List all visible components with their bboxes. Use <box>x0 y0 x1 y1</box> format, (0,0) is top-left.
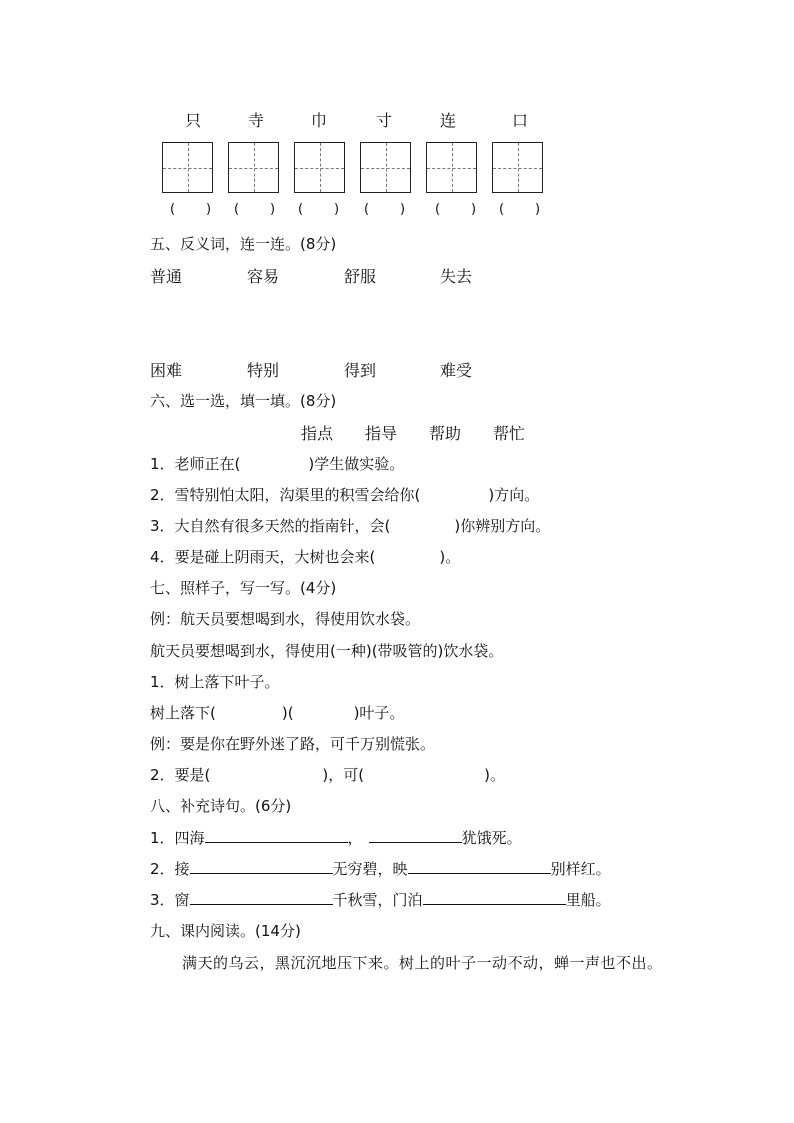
answer-underline[interactable] <box>190 859 333 874</box>
question-sentence: 1．树上落下叶子。 <box>150 673 280 691</box>
fill-item: 4．要是碰上阴雨天，大树也会来( )。 <box>150 548 461 566</box>
antonym-word-bottom[interactable]: 困难 <box>150 361 183 380</box>
answer-underline[interactable] <box>408 859 551 874</box>
antonym-word-bottom[interactable]: 难受 <box>440 361 473 380</box>
fill-item: 2．要是( )，可( )。 <box>150 766 505 784</box>
example-answer: 航天员要想喝到水，得使用(一种)(带吸管的)饮水袋。 <box>150 642 504 660</box>
fill-item: 1．老师正在( )学生做实验。 <box>150 455 405 473</box>
fill-item: 3．大自然有很多天然的指南针，会( )你辨别方向。 <box>150 517 551 535</box>
answer-underline[interactable] <box>190 890 333 905</box>
writing-grid-box[interactable] <box>426 142 477 193</box>
poem-line: 1．四海 ， 犹饿死。 <box>150 829 522 847</box>
antonym-word-bottom[interactable]: 得到 <box>344 361 377 380</box>
grid-character: 寺 <box>248 111 265 130</box>
writing-grid-box[interactable] <box>360 142 411 193</box>
fill-item: 树上落下( )( )叶子。 <box>150 704 405 722</box>
grid-character: 口 <box>512 111 529 130</box>
writing-grid-box[interactable] <box>294 142 345 193</box>
section7-heading: 七、照样子，写一写。(4分) <box>150 579 337 597</box>
antonym-word-bottom[interactable]: 特别 <box>247 361 280 380</box>
poem-line: 3．窗 千秋雪，门泊 里船。 <box>150 891 611 909</box>
option-word: 帮忙 <box>493 424 526 443</box>
section8-heading: 八、补充诗句。(6分) <box>150 797 292 815</box>
option-word: 帮助 <box>429 424 462 443</box>
antonym-word-top[interactable]: 普通 <box>150 267 183 286</box>
antonym-word-top[interactable]: 失去 <box>440 267 473 286</box>
writing-grid-box[interactable] <box>162 142 213 193</box>
section9-heading: 九、课内阅读。(14分) <box>150 922 301 940</box>
antonym-word-top[interactable]: 容易 <box>247 267 280 286</box>
reading-passage: 满天的乌云，黑沉沉地压下来。树上的叶子一动不动，蝉一声也不出。 <box>182 954 663 972</box>
answer-underline[interactable] <box>205 828 348 843</box>
section5-heading: 五、反义词，连一连。(8分) <box>150 235 337 253</box>
option-word: 指点 <box>301 424 334 443</box>
poem-line: 2．接 无穷碧，映 别样红。 <box>150 860 611 878</box>
answer-underline[interactable] <box>423 890 566 905</box>
grid-character: 只 <box>185 111 202 130</box>
grid-character: 巾 <box>311 111 328 130</box>
example-sentence: 例：航天员要想喝到水，得使用饮水袋。 <box>150 610 421 628</box>
option-word: 指导 <box>365 424 398 443</box>
antonym-word-top[interactable]: 舒服 <box>344 267 377 286</box>
section6-heading: 六、选一选，填一填。(8分) <box>150 392 337 410</box>
grid-character: 寸 <box>376 111 393 130</box>
writing-grid-box[interactable] <box>492 142 543 193</box>
writing-grid-box[interactable] <box>228 142 279 193</box>
grid-character: 连 <box>440 111 457 130</box>
answer-underline[interactable] <box>369 828 462 843</box>
example-sentence: 例：要是你在野外迷了路，可千万别慌张。 <box>150 735 436 753</box>
fill-item: 2．雪特别怕太阳，沟渠里的积雪会给你( )方向。 <box>150 486 540 504</box>
